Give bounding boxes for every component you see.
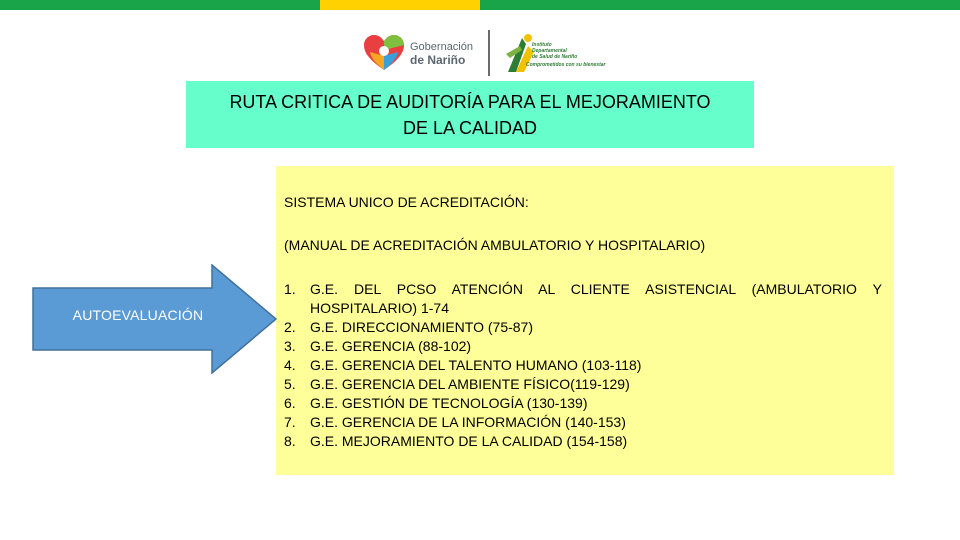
autoevaluacion-arrow (32, 264, 278, 374)
top-bar-yellow (320, 0, 480, 10)
list-item (284, 318, 882, 337)
top-bar-green-left (0, 0, 320, 10)
heart-logo-icon (362, 34, 406, 74)
content-heading-sistema: SISTEMA UNICO DE ACREDITACIÓN: (284, 194, 529, 210)
list-item-text: G.E. GESTIÓN DE TECNOLOGÍA (130-139) (310, 395, 588, 411)
institute-line-2: Departamental (532, 48, 567, 54)
institute-line-1: Instituto (532, 42, 552, 48)
institute-slogan: Comprometidos con su bienestar (526, 62, 606, 68)
list-item (284, 375, 882, 394)
header-logos (362, 28, 606, 80)
list-item (284, 280, 882, 318)
list-item-text: G.E. GERENCIA (88-102) (310, 338, 472, 354)
list-item-number: 6. (284, 395, 296, 411)
title-line-1: RUTA CRITICA DE AUDITORÍA PARA EL MEJORAMIENTO (229, 91, 711, 112)
list-item-text: G.E. GERENCIA DEL AMBIENTE FÍSICO(119-129) (310, 376, 630, 392)
list-item-number: 7. (284, 414, 296, 430)
logo-divider (488, 30, 490, 76)
institute-line-3: de Salud de Nariño (532, 54, 578, 60)
gobernacion-logo-line1: Gobernación (410, 41, 473, 53)
list-item-number: 1. (284, 281, 296, 297)
list-item (284, 356, 882, 375)
top-bar-green-right (480, 0, 960, 10)
list-item-number: 2. (284, 319, 296, 335)
list-item-text: G.E. GERENCIA DEL TALENTO HUMANO (103-118) (310, 357, 642, 373)
list-item-text: G.E. DEL PCSO ATENCIÓN AL CLIENTE ASISTENCIAL (AMBULATORIO Y HOSPITALARIO) 1-74 (310, 281, 882, 316)
list-item-number: 4. (284, 357, 296, 373)
gobernacion-logo-line2: de Nariño (410, 53, 466, 67)
top-color-bar (0, 0, 960, 10)
content-box (276, 166, 894, 475)
list-item (284, 432, 882, 451)
list-item-text: G.E. GERENCIA DE LA INFORMACIÓN (140-153) (310, 414, 626, 430)
list-item-text: G.E. MEJORAMIENTO DE LA CALIDAD (154-158) (310, 433, 628, 449)
title-line-2: DE LA CALIDAD (402, 117, 538, 138)
list-item (284, 394, 882, 413)
arrow-label: AUTOEVALUACIÓN (72, 307, 204, 323)
list-item (284, 337, 882, 356)
list-item-number: 5. (284, 376, 296, 392)
title-box (186, 81, 754, 148)
list-item-number: 3. (284, 338, 296, 354)
list-item-number: 8. (284, 433, 296, 449)
list-item (284, 413, 882, 432)
list-item-text: G.E. DIRECCIONAMIENTO (75-87) (310, 319, 534, 335)
grupo-estandares-list (284, 280, 882, 451)
content-heading-manual: (MANUAL DE ACREDITACIÓN AMBULATORIO Y HOSPITALARIO) (284, 237, 706, 253)
